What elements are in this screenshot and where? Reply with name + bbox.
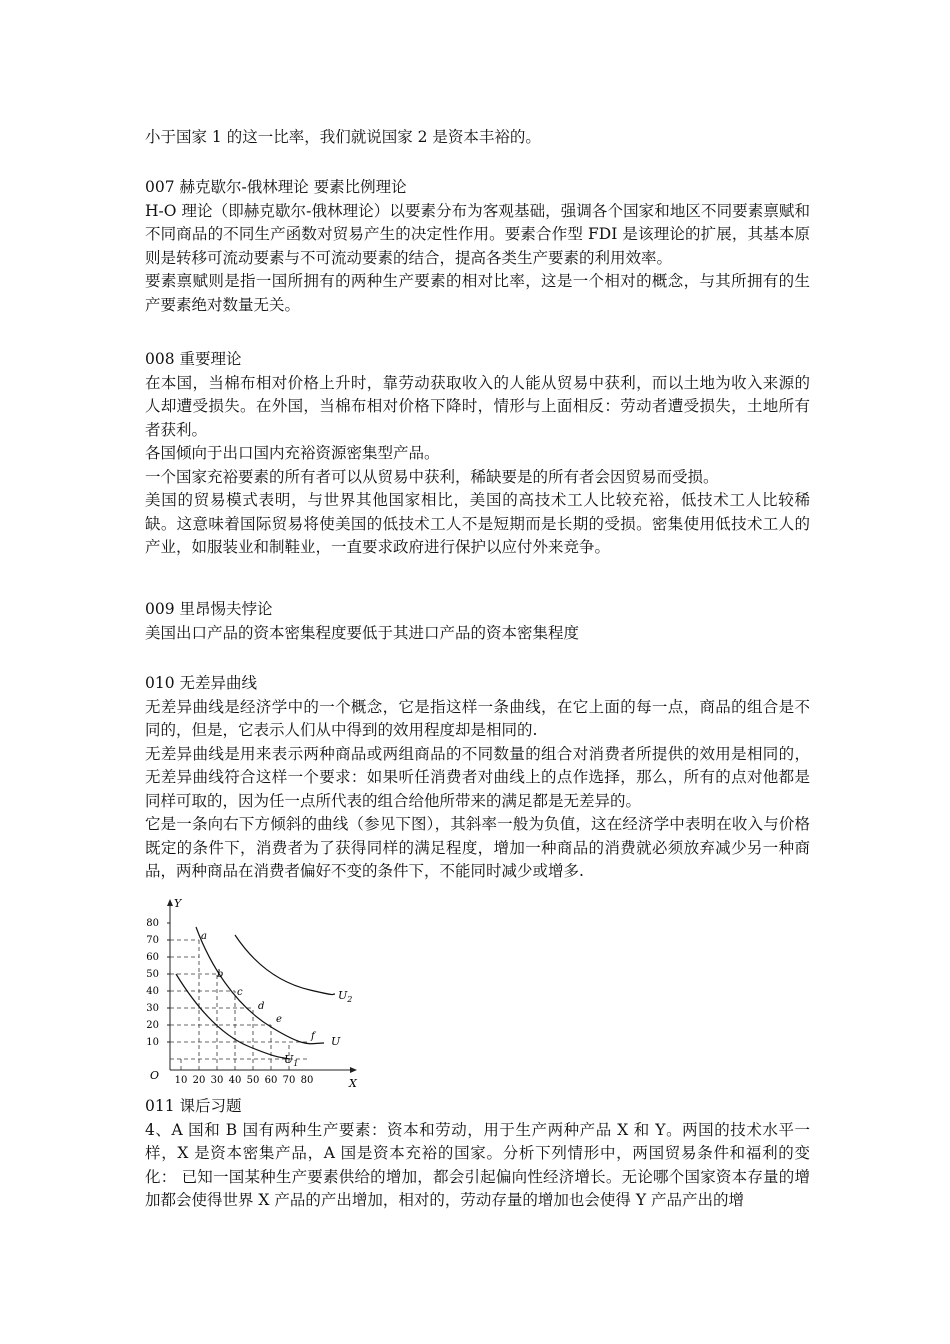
y-tick-label: 70 (146, 935, 159, 946)
point-label-f: f (311, 1031, 315, 1042)
y-tick-label: 40 (146, 986, 159, 997)
x-tick-label: 20 (192, 1075, 206, 1086)
x-tick-label: 10 (174, 1075, 188, 1086)
section-011 (145, 1095, 810, 1213)
paragraph: 美国的贸易模式表明，与世界其他国家相比，美国的高技术工人比较充裕，低技术工人比较稀缺。这意味着国际贸易将使美国的低技术工人不是短期而是长期的受损。密集使用低技术工人的产业，如服装业和制鞋业，一直要求政府进行保护以应付外来竞争。 (145, 491, 810, 556)
paragraph: 一个国家充裕要素的所有者可以从贸易中获利，稀缺要是的所有者会因贸易而受损。 (145, 467, 719, 486)
curve-label-u: U (331, 1035, 341, 1048)
paragraph: 无差异曲线是用来表示两种商品或两组商品的不同数量的组合对消费者所提供的效用是相同的，无差异曲线符合这样一个要求：如果听任消费者对曲线上的点作选择，那么，所有的点对他都是同样可取的，因为任一点所代表的组合给他所带来的满足都是无差异的。 (145, 744, 810, 810)
section-heading: 007 赫克歇尔-俄林理论 要素比例理论 (145, 178, 407, 196)
y-tick-label: 10 (146, 1037, 159, 1048)
x-tick-label: 30 (210, 1075, 224, 1086)
curve-u2 (235, 935, 335, 995)
y-tick-label: 60 (146, 952, 159, 963)
intro-paragraph (145, 126, 810, 150)
point-label-e: e (276, 1014, 282, 1025)
curve-label-u2: $U_2$ (338, 989, 353, 1004)
paragraph: 无差异曲线是经济学中的一个概念，它是指这样一条曲线，在它上面的每一点，商品的组合是不同的，但是，它表示人们从中得到的效用程度却是相同的. (145, 697, 810, 739)
section-008 (145, 348, 810, 560)
section-heading: 009 里昂惕夫悖论 (145, 600, 273, 618)
paragraph: 它是一条向右下方倾斜的曲线（参见下图），其斜率一般为负值，这在经济学中表明在收入与价格既定的条件下，消费者为了获得同样的满足程度，增加一种商品的消费就必须放弃减少另一种商品，两种商品在消费者偏好不变的条件下，不能同时减少或增多. (145, 815, 810, 880)
x-tick-label: 40 (228, 1075, 242, 1086)
x-tick-label: 60 (264, 1075, 278, 1086)
paragraph: 4、A 国和 B 国有两种生产要素：资本和劳动，用于生产两种产品 X 和 Y。两国的技术水平一样，X 是资本密集产品，A 国是资本充裕的国家。分析下列情形中，两国贸易条件和福利的变化： 已知一国某种生产要素供给的增加，都会引起偏向性经济增长。无论哪个国家资本存量的增加都会使得世界 X 产品的产出增加，相对的，劳动存量的增加也会使得 Y 产品产出的增 (145, 1120, 810, 1209)
x-axis-label: X (349, 1077, 357, 1090)
section-010 (145, 672, 810, 884)
section-heading: 011 课后习题 (145, 1097, 242, 1115)
paragraph: 各国倾向于出口国内充裕资源密集型产品。 (145, 444, 440, 462)
paragraph: 美国出口产品的资本密集程度要低于其进口产品的资本密集程度 (145, 623, 580, 642)
x-tick-label: 80 (300, 1075, 314, 1086)
point-label-d: d (258, 1001, 265, 1012)
intro-text: 小于国家 1 的这一比率，我们就说国家 2 是资本丰裕的。 (145, 128, 541, 146)
curve-label-u1: $U_1$ (284, 1053, 299, 1068)
section-heading: 008 重要理论 (145, 350, 242, 368)
x-tick-label: 70 (282, 1075, 296, 1086)
y-tick-label: 80 (146, 918, 159, 929)
point-label-a: a (201, 931, 207, 942)
y-axis-arrow (167, 899, 173, 906)
indifference-curve-figure (140, 895, 370, 1090)
curve-u1 (176, 974, 290, 1059)
point-label-c: c (237, 987, 243, 998)
point-label-b: b (217, 969, 224, 980)
origin-label: O (150, 1069, 160, 1082)
curve-u (196, 927, 324, 1044)
section-007 (145, 176, 810, 317)
y-tick-label: 50 (146, 969, 159, 980)
section-009 (145, 598, 810, 645)
section-heading: 010 无差异曲线 (145, 674, 258, 692)
paragraph: H-O 理论（即赫克歇尔-俄林理论）以要素分布为客观基础，强调各个国家和地区不同要素禀赋和不同商品的不同生产函数对贸易产生的决定性作用。要素合作型 FDI 是该理论的扩展，其基本原则是转移可流动要素与不可流动要素的结合，提高各类生产要素的利用效率。 (145, 201, 810, 267)
paragraph: 在本国，当棉布相对价格上升时，靠劳动获取收入的人能从贸易中获利，而以土地为收入来源的人却遭受损失。在外国，当棉布相对价格下降时，情形与上面相反：劳动者遭受损失，土地所有者获利。 (145, 373, 810, 439)
paragraph: 要素禀赋则是指一国所拥有的两种生产要素的相对比率，这是一个相对的概念，与其所拥有的生产要素绝对数量无关。 (145, 272, 810, 314)
x-tick-label: 50 (246, 1075, 260, 1086)
y-axis-label: Y (174, 897, 182, 910)
y-tick-label: 20 (146, 1020, 159, 1031)
y-tick-label: 30 (146, 1003, 159, 1014)
x-axis-arrow (350, 1067, 357, 1073)
